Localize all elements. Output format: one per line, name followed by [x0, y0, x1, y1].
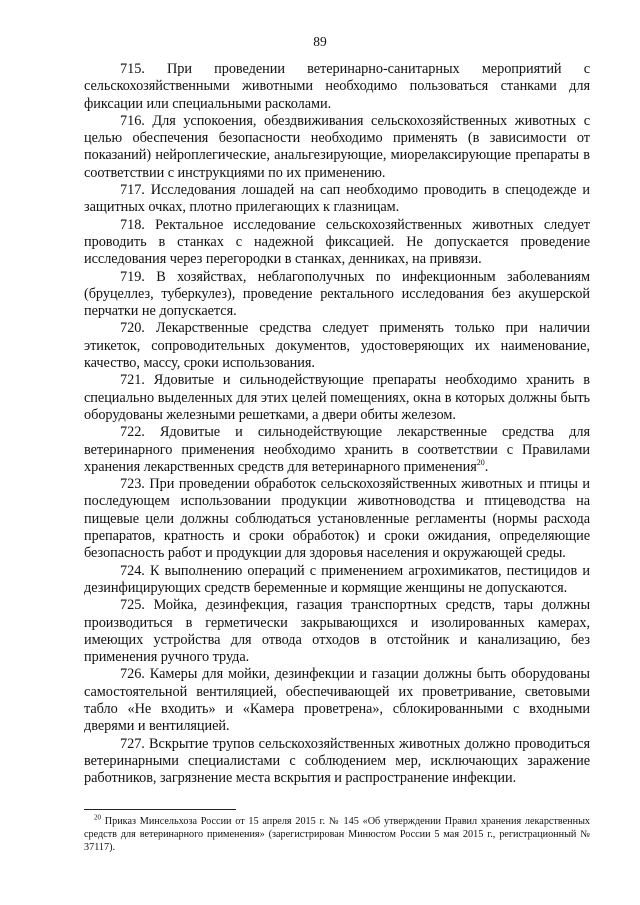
paragraph-number: 719. [120, 268, 145, 285]
paragraph-number: 723. [120, 476, 145, 493]
paragraph-724 [84, 563, 590, 598]
paragraph-number: 721. [120, 372, 145, 389]
footnote [84, 815, 590, 855]
footnote-text: Приказ Минсельхоза России от 15 апреля 2015 г. № 145 «Об утверждении Правил хранения лекарственных средств для ветеринарного применения» (зарегистрирован Минюстом России 5 мая 2015 г., регистрационный № 37117). [84, 816, 591, 854]
paragraph-725 [84, 597, 590, 666]
paragraph-text: Лекарственные средства следует применять только при наличии этикеток, сопроводительных документов, удостоверяющих их наименование, качество, массу, сроки использования. [84, 320, 590, 372]
paragraph-text: Для успокоения, обездвиживания сельскохозяйственных животных с целью обеспечения безопасности необходимо применять (в зависимости от показаний) нейроплегические, анальгезирующие, миорелаксирующие препараты в соответствии с инструкциями по их применению. [84, 112, 591, 181]
paragraph-number: 724. [120, 562, 145, 579]
paragraph-text: Мойка, дезинфекция, газация транспортных средств, тары должны производиться в герметически закрывающихся и изолированных камерах, имеющих устройства для отвода отходов в отстойник и канализацию, без применения ручного труда. [84, 597, 590, 666]
paragraph-text: Ядовитые и сильнодействующие препараты необходимо хранить в специально выделенных для этих целей помещениях, окна в которых должны быть оборудованы железными решетками, а двери обиты железом. [84, 372, 591, 423]
paragraph-726 [84, 666, 590, 735]
paragraph-text: При проведении обработок сельскохозяйственных животных и птицы и последующем использовании продукции животноводства и птицеводства на пищевые цели должны соблюдаться установленные регламенты (нормы расхода препаратов, кратность и сроки обработок) и сроки ожидания, определяющие безопасность работ и продукции для здоровья населения и окружающей среды. [84, 476, 590, 562]
paragraph-text: В хозяйствах, неблагополучных по инфекционным заболеваниям (бруцеллез, туберкулез), проведение ректального исследования без акушерской перчатки не допускается. [84, 268, 590, 320]
footnote-reference[interactable]: 20 [476, 458, 485, 468]
paragraph-number: 716. [120, 112, 145, 129]
paragraph-723 [84, 476, 590, 562]
paragraph-727 [84, 736, 590, 788]
paragraph-number: 720. [120, 320, 145, 337]
footnote-divider [84, 809, 236, 810]
page-number: 89 [313, 34, 327, 49]
paragraph-722 [84, 424, 590, 476]
paragraph-717 [84, 182, 590, 217]
paragraph-number: 718. [120, 216, 145, 233]
paragraph-719 [84, 269, 590, 321]
paragraph-720 [84, 320, 590, 372]
paragraph-text: Исследования лошадей на сап необходимо проводить в спецодежде и защитных очках, плотно прилегающих к глазницам. [84, 182, 590, 216]
paragraph-number: 717. [120, 182, 145, 199]
paragraph-text: Ректальное исследование сельскохозяйственных животных следует проводить в станках с надежной фиксацией. Не допускается проведение исследования через перегородки в станках, денниках, на привязи. [84, 216, 590, 268]
paragraph-text: Ядовитые и сильнодействующие лекарственные средства для ветеринарного применения необходимо хранить в соответствии с Правилами хранения лекарственных средств для ветеринарного применения [84, 424, 591, 475]
paragraph-716 [84, 113, 590, 182]
paragraph-718 [84, 217, 590, 269]
paragraph-text: При проведении ветеринарно-санитарных мероприятий с сельскохозяйственными животными необходимо пользоваться станками для фиксации или специальными расколами. [84, 61, 590, 112]
paragraph-end: . [484, 458, 489, 475]
paragraph-number: 725. [120, 597, 145, 614]
document-body [84, 61, 590, 787]
paragraph-text: К выполнению операций с применением агрохимикатов, пестицидов и дезинфицирующих средств беременные и кормящие женщины не допускаются. [84, 562, 590, 596]
footnote-number: 20 [94, 813, 101, 822]
paragraph-text: Вскрытие трупов сельскохозяйственных животных должно проводиться ветеринарными специалистами с соблюдением мер, исключающих заражение работников, загрязнение места вскрытия и распространение инфекции. [84, 735, 590, 787]
paragraph-number: 727. [120, 735, 145, 752]
paragraph-number: 715. [120, 61, 145, 77]
paragraph-715 [84, 61, 590, 113]
paragraph-number: 722. [120, 424, 145, 441]
paragraph-721 [84, 372, 590, 424]
paragraph-number: 726. [120, 666, 145, 683]
paragraph-text: Камеры для мойки, дезинфекции и газации должны быть оборудованы самостоятельной вентиляцией, обеспечивающей их проветривание, световыми табло «Не входить» и «Камера проветрена», сблокированными с входными дверями и вентиляцией. [84, 666, 590, 735]
